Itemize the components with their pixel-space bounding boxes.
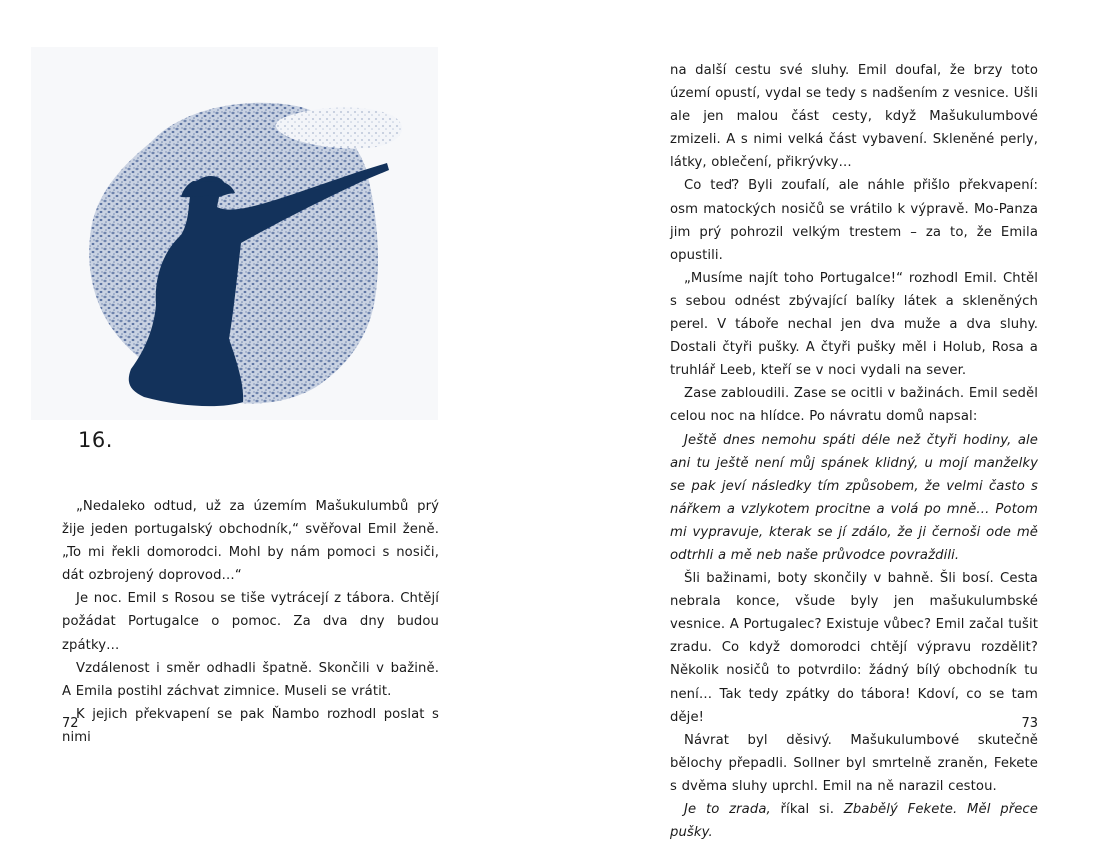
chapter-illustration (31, 47, 438, 420)
chapter-number: 16. (78, 428, 113, 452)
left-page (0, 0, 550, 800)
page-number: 72 (62, 716, 79, 731)
page-number: 73 (1021, 716, 1038, 731)
paragraph: „Musíme najít toho Portugalce!“ rozhodl Emil. Chtěl s sebou odnést zbývající balíky látek a skleněných perel. V táboře nechal jen dva muže a dva sluhy. Dostali čtyři pušky. A čtyři pušky měl i Holub, Rosa a truhlář Leeb, kteří se v noci vydali na sever. (670, 270, 1038, 379)
italic-thought: Zbabělý Fekete. Měl přece pušky. (670, 802, 1038, 841)
paragraph: Je noc. Emil s Rosou se tiše vytrácejí z tábora. Chtějí požádat Portugalce o pomoc. Za dva dny budou zpátky… (62, 591, 439, 653)
paragraph: „Nedaleko odtud, už za územím Mašukulumbů prý žije jeden portugalský obchodník,“ svěřoval Emil ženě. „To mi řekli domorodci. Mohl by nám pomoci s nosiči, dát ozbrojený doprovod…“ (62, 499, 439, 584)
paragraph: na další cestu své sluhy. Emil doufal, že brzy toto území opustí, vydal se tedy s nadšením z vesnice. Ušli ale jen malou část cesty, když Mašukulumbové zmizeli. A s nimi velká část vybavení. Skleněné perly, látky, oblečení, přikrývky… (670, 63, 1038, 171)
right-page-body-text (670, 59, 1038, 844)
narration: říkal si. (770, 802, 844, 817)
italic-quote: Ještě dnes nemohu spáti déle než čtyři hodiny, ale ani tu ještě není můj spánek klidný, u mojí manželky se pak jeví následky tím způsobem, že velmi často s nářkem a vzlykotem procitne a volá po mně… Potom mi vypravuje, kterak se jí zdálo, že ji černoši ode mě odtrhli a mě neb naše průvodce povraždili. (670, 432, 1038, 563)
paragraph: Šli bažinami, boty skončily v bahně. Šli bosí. Cesta nebrala konce, všude byly jen mašukulumbské vesnice. A Portugalec? Existuje vůbec? Emil začal tušit zradu. Co když domorodci chtějí výpravu rozdělit? Několik nosičů to potvrdilo: žádný bílý obchodník tu není… Tak tedy zpátky do tábora! Kdoví, co se tam děje! (670, 571, 1038, 725)
paragraph: Vzdálenost i směr odhadli špatně. Skončili v bažině. A Emila postihl záchvat zimnice. Museli se vrátit. (62, 660, 439, 699)
paragraph: K jejich překvapení se pak Ňambo rozhodl poslat s nimi (62, 706, 439, 745)
soldier-silhouette-image (31, 47, 438, 420)
right-page (550, 0, 1100, 841)
paragraph (670, 798, 1038, 844)
paragraph: Co teď? Byli zoufalí, ale náhle přišlo překvapení: osm matockých nosičů se vrátilo k výpravě. Mo-Panza jim prý pohrozil velkým trestem – za to, že Emila opustili. (670, 178, 1038, 263)
paragraph: Návrat byl děsivý. Mašukulumbové skutečně bělochy přepadli. Sollner byl smrtelně zraněn, Fekete s dvěma sluhy uprchl. Emil na ně narazil cestou. (670, 732, 1038, 794)
left-page-body-text (62, 495, 439, 749)
quoted-diary-paragraph (670, 429, 1038, 568)
paragraph: Zase zabloudili. Zase se ocitli v bažinách. Emil seděl celou noc na hlídce. Po návratu domů napsal: (670, 386, 1038, 425)
italic-thought: Je to zrada, (684, 802, 771, 817)
